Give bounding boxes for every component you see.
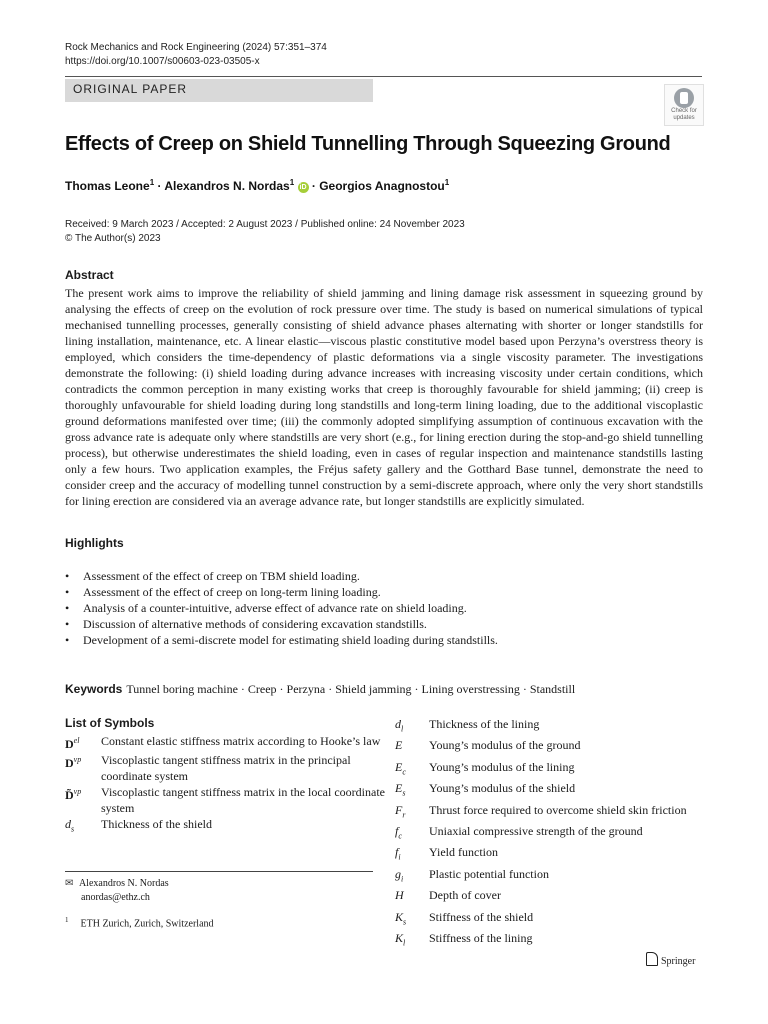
symbol-row — [65, 784, 385, 816]
symbol-row — [395, 887, 705, 908]
symbol-row — [395, 780, 705, 801]
keywords — [65, 682, 575, 697]
symbol-row — [395, 737, 705, 758]
journal-citation: Rock Mechanics and Rock Engineering (2024) 57:351–374 — [65, 42, 327, 53]
symbol: $D^{el}$ — [65, 736, 80, 751]
symbol-row — [65, 733, 385, 752]
footnote-rule — [65, 871, 373, 872]
symbol: $d_l$ — [395, 717, 404, 734]
publisher-name: Springer — [661, 956, 696, 967]
keywords-text: Tunnel boring machine · Creep · Perzyna · Shield jamming · Lining overstressing · Standstill — [126, 682, 576, 696]
symbol: $f_i$ — [395, 845, 401, 862]
bookmark-icon — [674, 88, 694, 108]
symbol-description: Young’s modulus of the lining — [429, 759, 575, 774]
symbol: $d_s$ — [65, 817, 75, 834]
symbol: $E_s$ — [395, 781, 406, 798]
highlight-item: • Analysis of a counter-intuitive, adverse effect of advance rate on shield loading. — [65, 600, 705, 616]
symbol-description: Uniaxial compressive strength of the ground — [429, 823, 643, 838]
check-for-updates-badge[interactable] — [664, 84, 704, 126]
symbol: D̃$^{vp}$ — [65, 787, 82, 802]
journal-header — [65, 41, 327, 69]
symbol-row — [395, 823, 705, 844]
author-3-affil: 1 — [444, 178, 450, 187]
envelope-icon: ✉ — [65, 878, 74, 889]
contact-email[interactable]: anordas@ethz.ch — [81, 892, 150, 903]
symbol-row — [395, 802, 705, 823]
author-separator: · — [154, 179, 165, 193]
author-2[interactable]: Alexandros N. Nordas — [164, 179, 290, 193]
highlights-heading: Highlights — [65, 536, 124, 550]
affiliation-text: ETH Zurich, Zurich, Switzerland — [80, 918, 214, 930]
symbol-row — [395, 866, 705, 887]
author-separator: · — [308, 179, 320, 193]
symbol: $E_c$ — [395, 759, 406, 777]
symbol: $K_s$ — [395, 909, 407, 926]
orcid-icon[interactable]: iD — [299, 184, 307, 191]
history-dates: Received: 9 March 2023 / Accepted: 2 August 2023 / Published online: 24 November 2023 — [65, 219, 465, 230]
abstract-body: The present work aims to improve the reliability of shield jamming and lining damage risk assessment in squeezing ground by analysing the effects of creep on the evolution of rock pressure over time. The study is based on numerical simulations of typical mechanised tunnelling processes, generally consisting of shield advance phases alternating with shorter or longer standstills for lining installation, maintenance, etc. A linear elastic—viscous plastic constitutive model based upon Perzyna’s overstress theory is employed, which considers the time-dependency of plastic deformations via a single viscosity parameter. The investigations demonstrate the following: (i) shield loading during advance increases with increasing viscosity under certain conditions, which contradicts the common perception in many existing works that creep is thoroughly favourable for shield jamming; (ii) creep is thoroughly unfavourable for shield loading during long standstills and long-term lining loading, due to the additional viscoplastic ground deformations manifested over time; (iii) the commonly adopted simplifying assumption of continuous excavation with the gross advance rate is adequate only where standstills are very short (e.g., for lining erection during the stop-and-go shield tunnelling process), but otherwise underestimates the shield loading, even in cases of regular inspection and maintenance standstills lasting only a few hours. Two application examples, the Fréjus safety gallery and the Gotthard Base tunnel, demonstrate the need to consider creep and the accuracy of modelling tunnel construction by a semi-discrete approach, where only the very short standstills for lining erection are considered via an average advance rate, but longer standstills are explicitly simulated. — [65, 286, 703, 508]
header-rule — [65, 76, 702, 77]
symbol-description: Plastic potential function — [429, 866, 549, 881]
symbol-row — [65, 752, 385, 784]
badge-text-2: updates — [673, 115, 695, 121]
symbol-description: Constant elastic stiffness matrix according to Hooke’s law — [101, 734, 381, 748]
article-type-label: ORIGINAL PAPER — [73, 82, 188, 96]
highlight-item: • Development of a semi-discrete model for estimating shield loading during standstills. — [65, 632, 705, 648]
symbol-description: Stiffness of the lining — [429, 930, 533, 945]
affiliation — [65, 916, 214, 929]
symbol-row — [395, 759, 705, 780]
symbol: $K_l$ — [395, 930, 406, 948]
symbol: H — [395, 888, 404, 903]
symbol-description: Young’s modulus of the shield — [429, 781, 576, 796]
symbol-row — [65, 816, 385, 837]
symbol-description: Viscoplastic tangent stiffness matrix in the principal coordinate system — [101, 753, 351, 783]
author-2-affil: 1 — [289, 178, 295, 187]
publisher-logo — [646, 952, 695, 967]
affiliation-number: 1 — [65, 916, 69, 924]
symbol-description: Depth of cover — [429, 888, 501, 903]
symbol-description: Thrust force required to overcome shield skin friction — [429, 802, 687, 817]
author-1-affil: 1 — [149, 178, 155, 187]
paper-title: Effects of Creep on Shield Tunnelling Through Squeezing Ground — [65, 133, 671, 155]
publication-dates — [65, 218, 465, 246]
highlights-list — [65, 568, 705, 648]
author-list — [65, 178, 449, 193]
highlight-item: • Discussion of alternative methods of considering excavation standstills. — [65, 616, 705, 632]
symbols-column-right — [395, 716, 705, 951]
highlight-item: • Assessment of the effect of creep on long-term lining loading. — [65, 584, 705, 600]
author-3[interactable]: Georgios Anagnostou — [319, 179, 445, 193]
symbol-description: Viscoplastic tangent stiffness matrix in the local coordinate system — [101, 785, 385, 815]
symbol-description: Thickness of the shield — [101, 817, 212, 831]
symbol-description: Young’s modulus of the ground — [429, 738, 581, 753]
symbol-description: Stiffness of the shield — [429, 909, 534, 924]
author-1[interactable]: Thomas Leone — [65, 179, 150, 193]
symbols-column-left — [65, 733, 385, 837]
badge-text-1: Check for — [671, 108, 697, 114]
symbol-description: Yield function — [429, 845, 498, 860]
symbol: $D^{vp}$ — [65, 755, 82, 770]
symbol: $F_r$ — [395, 802, 406, 819]
corresponding-author — [65, 877, 169, 905]
springer-horse-icon — [646, 952, 658, 966]
symbol: $g_i$ — [395, 866, 404, 884]
symbol-row — [395, 930, 705, 951]
symbol-row — [395, 909, 705, 930]
doi-link[interactable]: https://doi.org/10.1007/s00603-023-03505-x — [65, 56, 260, 67]
abstract-heading: Abstract — [65, 268, 114, 282]
copyright: © The Author(s) 2023 — [65, 233, 161, 244]
symbols-heading: List of Symbols — [65, 716, 155, 730]
article-type-banner — [65, 79, 373, 102]
symbol: $f_c$ — [395, 823, 402, 841]
highlight-item: • Assessment of the effect of creep on TBM shield loading. — [65, 568, 705, 584]
symbol-description: Thickness of the lining — [429, 717, 540, 731]
symbol: E — [395, 738, 403, 753]
symbol-row — [395, 844, 705, 865]
keywords-label: Keywords — [65, 682, 123, 696]
contact-name: Alexandros N. Nordas — [78, 878, 169, 889]
symbol-row — [395, 716, 705, 737]
